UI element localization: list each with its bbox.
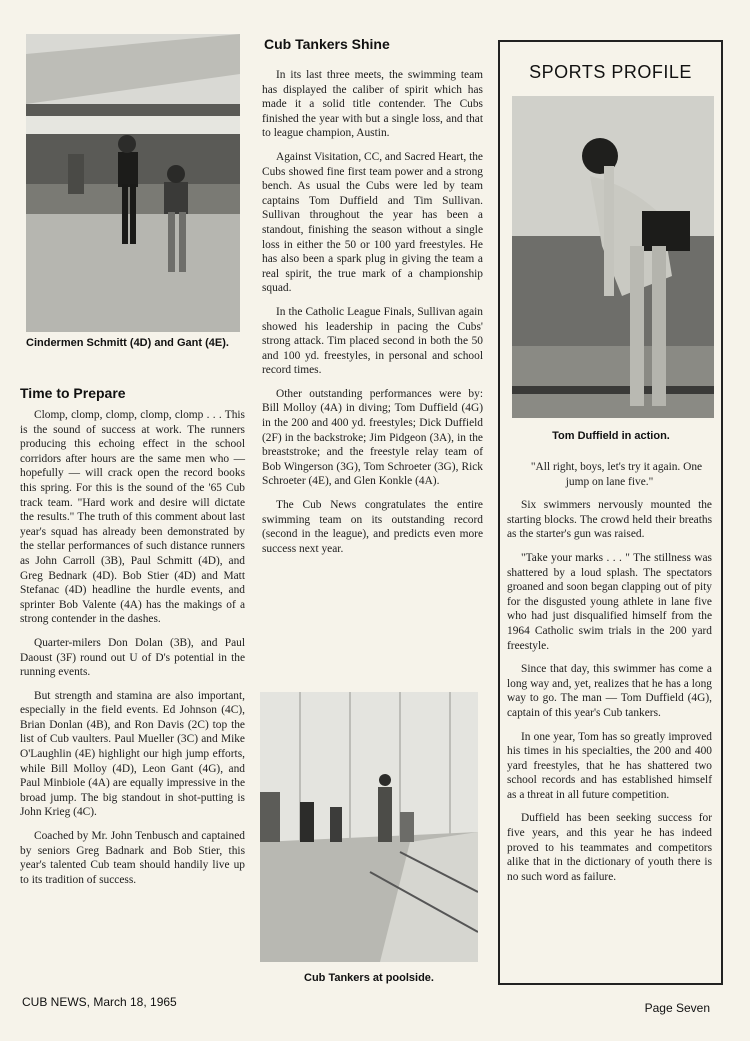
time-to-prepare-heading: Time to Prepare (20, 385, 126, 401)
profile-paragraph-6: Duffield has been seeking success for five years, and this year he has indeed proved to his teammates and competitors alike that in the dictionary of youth there is no such word as failure. (507, 812, 712, 883)
swim-paragraph-1: In its last three meets, the swimming team has displayed the caliber of spirit which has made it a solid title contender. The Cubs finished the year with but a single loss, and that to league champion, Austin. (262, 69, 483, 140)
profile-paragraph-4: Since that day, this swimmer has come a long way and, yet, realizes that he has a long way to go. The man — Tom Duffield (4G), captain of this year's Cub tankers. (507, 663, 712, 719)
swim-paragraph-2: Against Visitation, CC, and Sacred Heart, the Cubs showed fine first team power and a strong bench. As usual the Cubs were led by team captains Tom Duffield and Tim Sullivan. Sullivan throughout the year has been a standout, finishing the season without a single loss in either the 50 or 100 yard freestyles. He has also been a spark plug in giving the team a real spirit, the true mark of a championship squad. (262, 150, 483, 295)
footer-issue: CUB NEWS, March 18, 1965 (22, 995, 177, 1009)
track-paragraph-3: But strength and stamina are also important, especially in the field events. Ed Johnson (4C), Brian Donlan (4B), and Ron Davis (2C) top the list of Cub vaulters. Paul Mueller (3C) and Mike O'Laughlin (4E) highlight our high jump efforts, while Bill Molloy (4D), Leon Gant (4G), and Paul Minbiole (4A) are equally impressive in the broad jump. The big standout in shot-putting is John Krieg (4C). (20, 689, 245, 819)
profile-article-body (507, 460, 712, 893)
track-paragraph-2: Quarter-milers Don Dolan (3B), and Paul Daoust (3F) round out U of D's potential in the running events. (20, 636, 245, 679)
poolside-caption: Cub Tankers at poolside. (304, 972, 434, 984)
swim-paragraph-3: In the Catholic League Finals, Sullivan again showed his leadership in pacing the Cubs' strong attack. Tim placed second in both the 50 and 100 yd. freestyles, in personal and school record times. (262, 305, 483, 377)
sports-profile-title: SPORTS PROFILE (529, 62, 692, 82)
cub-tankers-heading: Cub Tankers Shine (264, 36, 390, 52)
swim-article-body (262, 68, 483, 565)
track-paragraph-4: Coached by Mr. John Tenbusch and captained by seniors Greg Badnark and Bob Stier, this year's talented Cub team should handily live up to its tradition of success. (20, 830, 245, 886)
profile-paragraph-1: "All right, boys, let's try it again. One jump on lane five." (530, 461, 703, 488)
profile-paragraph-3: "Take your marks . . . " The stillness was shattered by a loud splash. The spectators groaned and soon began clapping out of pity for the disgusted young athlete in lane five who had just disqualified himself from the 1964 Catholic swim trials in the 200 yard freestyle. (507, 551, 712, 652)
duffield-caption: Tom Duffield in action. (552, 430, 670, 442)
track-article-body (20, 408, 245, 896)
track-paragraph-1: Clomp, clomp, clomp, clomp, clomp . . . This is the sound of success at work. The runners producing this echoing effect in the school corridors after hours are the same men who — hopefully — will crack open the record books this spring. For this is the sound of the '65 Cub track team. "Hard work and desire will dictate the results." The truth of this comment about last year's squad has already been demonstrated by the stellar performances of such distance runners as John Carroll (3B), Paul Schmitt (4D), and Greg Bednark (4D). Bob Stier (4D) and Matt Stefanac (4D) headline the hurdle events, and sprinter Bob Valente (4A) has the makings of a strong contender in the dashes. (20, 409, 245, 626)
swim-paragraph-4: Other outstanding performances were by: Bill Molloy (4A) in diving; Tom Duffield (4G) in the 200 and 400 yd. freestyles; Dick Duffield (2F) in the backstroke; Jim Pidgeon (3A), in the breaststroke; and the freestyle relay team of Bob Wingerson (3G), Tom Schroeter (3G), Rick Schroeter (4E), and Glen Konkle (4A). (262, 387, 483, 488)
track-runners-photo (26, 34, 240, 332)
profile-paragraph-2: Six swimmers nervously mounted the starting blocks. The crowd held their breaths as the starter's gun was raised. (507, 499, 712, 541)
duffield-photo (512, 96, 714, 418)
swim-paragraph-5: The Cub News congratulates the entire swimming team on its outstanding record (second in the league), and predicts even more success next year. (262, 499, 483, 555)
poolside-photo (260, 692, 478, 962)
footer-page-number: Page Seven (644, 1001, 710, 1015)
profile-paragraph-5: In one year, Tom has so greatly improved his times in his specialties, the 200 and 400 yard freestyles, that he has shattered two school records and has established himself as a threat in all future competition. (507, 730, 712, 801)
track-photo-caption: Cindermen Schmitt (4D) and Gant (4E). (26, 337, 229, 349)
